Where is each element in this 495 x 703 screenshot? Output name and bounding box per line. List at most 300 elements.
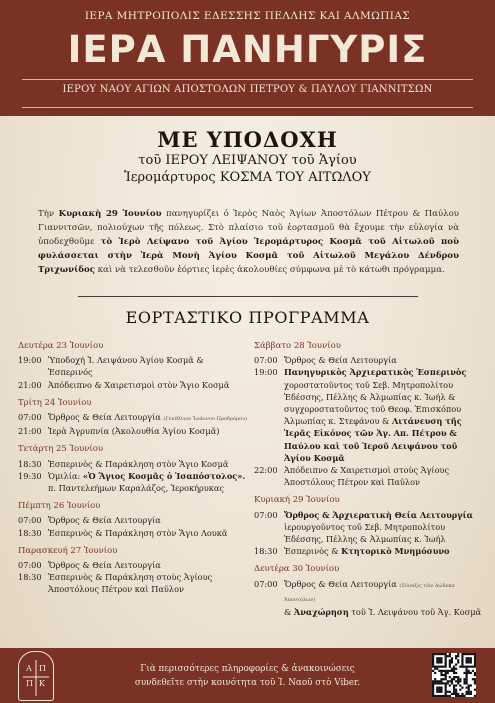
day-heading: Κυριακή 29 Ἰουνίου [254,495,340,506]
qr-module [436,657,438,659]
qr-module [445,691,447,693]
event-time: 07:00 [18,560,42,571]
qr-module [445,684,447,686]
qr-module [436,695,438,697]
qr-module [445,678,447,680]
qr-module [459,695,461,697]
qr-module [438,689,440,691]
qr-module [474,653,476,655]
qr-module [459,689,461,691]
qr-module [447,680,449,682]
event-text: Ὄρθρος & Θεία Λειτουργία [48,412,161,423]
qr-module [468,689,470,691]
event-time: 21:00 [18,426,42,437]
qr-module [468,672,470,674]
header-rule-bottom [22,107,473,108]
qr-module [453,678,455,680]
qr-module [461,687,463,689]
qr-module [440,687,442,689]
qr-module [461,693,463,695]
qr-module [466,691,468,693]
qr-module [432,663,434,665]
qr-module [438,695,440,697]
qr-module [449,666,451,668]
qr-module [432,670,434,672]
qr-module [474,689,476,691]
qr-module [457,678,459,680]
qr-module [453,684,455,686]
qr-module [468,659,470,661]
qr-module [451,693,453,695]
logo-letter: Π [26,679,33,688]
qr-module [434,682,436,684]
sermon-title: «Ὁ Ἅγιος Κοσμᾶς ὁ Ἰσαπόστολος». [82,470,246,481]
schedule-left-column [18,340,250,596]
footer-banner [0,648,495,703]
qr-module [470,659,472,661]
qr-module [438,680,440,682]
qr-module [455,655,457,657]
event-time: 19:00 [18,355,42,366]
reception-heading [0,128,495,186]
qr-module [449,684,451,686]
metropolis-name: ΙΕΡΑ ΜΗΤΡΟΠΟΛΙΣ ΕΔΕΣΣΗΣ ΠΕΛΛΗΣ ΚΑΙ ΑΛΜΩΠΙΑΣ [84,10,411,22]
qr-module [432,695,434,697]
qr-module [461,666,463,668]
qr-module [461,661,463,663]
qr-module [440,659,442,661]
qr-module [438,691,440,693]
event-description: Ἑσπερινὸς & Παράκληση στὸν Ἅγιο Λουκᾶ [48,527,228,538]
day-heading: Τετάρτη 25 Ἰουνίου [18,444,104,455]
viber-qr-code[interactable] [432,653,476,697]
event-time: 07:00 [254,509,278,520]
intro-text: καὶ νὰ τελεσθοῦν ἑόρτιες ἱερὲς ἀκολουθίες σύμφωνα μὲ τὸ κάτωθι πρόγραμμα. [94,265,445,275]
qr-module [474,695,476,697]
qr-module [442,674,444,676]
event-description: Ὑποδοχή Ἱ. Λειψάνου Ἁγίου Κοσμᾶ & Ἑσπερινός [48,355,204,378]
speaker-name: π. Παντελεήμων Καραλάζος, Ἱεροκήρυκας [48,483,225,494]
event-time: 19:00 [254,367,278,378]
schedule-item [18,470,250,494]
qr-module [449,661,451,663]
qr-module [436,659,438,661]
qr-module [466,666,468,668]
qr-module [468,691,470,693]
qr-module [453,687,455,689]
qr-module [434,653,436,655]
qr-module [440,670,442,672]
schedule-item [18,425,250,437]
qr-module [466,682,468,684]
qr-module [453,689,455,691]
logo-letter: Π [39,664,46,673]
qr-module [474,674,476,676]
qr-module [449,691,451,693]
qr-module [472,653,474,655]
qr-module [474,659,476,661]
qr-module [445,695,447,697]
qr-module [434,680,436,682]
qr-module [457,659,459,661]
event-time: 22:00 [254,465,278,476]
qr-module [438,659,440,661]
qr-module [440,695,442,697]
schedule-item [18,571,250,595]
qr-module [457,653,459,655]
qr-module [447,695,449,697]
schedule-item [254,354,482,366]
qr-module [459,666,461,668]
event-text: χοροστατοῦντος τοῦ Σεβ. Μητροπολίτου Ἐδέσσης, Πέλλης & Ἀλμωπίας κ. Ἰωήλ & συγχοροστατοῦντος τοῦ Θεοφ. Ἐπισκόπου Ἀλμωπίας κ. Στεφάνου & [284,379,462,427]
qr-module [468,687,470,689]
qr-module [445,655,447,657]
qr-module [468,653,470,655]
qr-module [445,676,447,678]
event-description [284,509,482,546]
qr-module [463,678,465,680]
qr-module [445,674,447,676]
qr-module [432,682,434,684]
section-divider [78,296,418,297]
qr-module [449,670,451,672]
qr-module [432,687,434,689]
procession-text: Λιτάνευση τῆς Ἱερᾶς Εἰκόνος τῶν Ἁγ. Απ. Πέτρου & Παύλου καὶ τοῦ Ἱεροῦ Λειψάνου τοῦ Ἁγίου Κοσμᾶ [284,416,462,463]
qr-module [432,689,434,691]
qr-module [436,691,438,693]
qr-module [468,684,470,686]
qr-module [445,653,447,655]
qr-module [470,661,472,663]
qr-module [436,666,438,668]
qr-module [449,663,451,665]
qr-module [432,691,434,693]
schedule-item [254,464,482,488]
qr-module [474,657,476,659]
event-description [48,425,250,437]
qr-module [440,666,442,668]
qr-module [457,661,459,663]
qr-module [438,661,440,663]
schedule-item [254,509,482,546]
event-text: Πανηγυρικὸς Ἀρχιερατικὸς Ἑσπερινὸς [284,367,467,378]
qr-module [459,680,461,682]
schedule-item [254,545,482,557]
qr-module [451,661,453,663]
header-banner [0,0,495,116]
qr-module [466,661,468,663]
qr-module [455,672,457,674]
qr-module [455,684,457,686]
event-description: Ἀπόδειπνο & Χαιρετισμοὶ στὸν Ἅγιο Κοσμᾶ [48,379,230,390]
day-heading: Δευτέρα 30 Ἰουνίου [254,564,340,575]
qr-module [466,653,468,655]
qr-module [461,659,463,661]
event-description: Ὄρθρος & Θεία Λειτουργία [48,560,161,571]
schedule-item [18,458,250,470]
qr-module [445,687,447,689]
qr-module [453,666,455,668]
qr-module [474,655,476,657]
qr-module [432,655,434,657]
qr-module [455,689,457,691]
qr-module [432,659,434,661]
schedule-item [18,354,250,378]
qr-module [463,653,465,655]
qr-module [463,666,465,668]
qr-module [453,691,455,693]
qr-module [442,682,444,684]
qr-module [474,663,476,665]
qr-module [474,661,476,663]
qr-module [468,666,470,668]
qr-module [436,689,438,691]
qr-module [440,691,442,693]
qr-module [455,693,457,695]
qr-module [457,680,459,682]
footer-text [0,662,495,690]
qr-module [445,666,447,668]
qr-module [434,695,436,697]
qr-module [445,672,447,674]
qr-module [466,672,468,674]
qr-module [451,678,453,680]
qr-module [461,657,463,659]
qr-module [459,684,461,686]
qr-module [470,684,472,686]
intro-text: Τὴν [38,209,59,219]
qr-module [440,678,442,680]
event-description: Ἀπόδειπνο & Χαιρετισμοὶ στοὺς Ἁγίους Ἀποστόλους Πέτρον καὶ Παῦλον [284,465,450,488]
qr-module [470,666,472,668]
day-heading: Δευτέρα 23 Ἰουνίου [18,341,104,351]
qr-module [461,655,463,657]
event-description [284,545,482,557]
event-description: Ὄρθρος & Θεία Λειτουργία [284,355,397,366]
qr-module [466,687,468,689]
qr-module [453,676,455,678]
qr-module [457,676,459,678]
intro-relic: τὸ Ἱερὸ Λείψανο τοῦ Ἁγίου Ἱερομάρτυρος Κοσμᾶ τοῦ Αἰτωλοῦ ποὺ φυλάσσεται στὴν Ἱερὰ Μονὴ Ἁγίου Κοσμᾶ τοῦ Αἰτωλοῦ Μεγάλου Δένδρου Τριχωνίδος [38,237,459,275]
qr-module [432,693,434,695]
qr-module [453,672,455,674]
qr-module [432,661,434,663]
schedule-item [18,559,250,571]
qr-module [440,653,442,655]
qr-module [449,653,451,655]
qr-module [451,657,453,659]
qr-module [451,668,453,670]
qr-module [455,657,457,659]
reception-line-3: Ἱερομάρτυρος ΚΟΣΜΑ ΤΟΥ ΑΙΤΩΛΟΥ [124,170,371,185]
qr-module [440,672,442,674]
qr-module [436,687,438,689]
footer-line-2: συνδεθεῖτε στὴν κοινότητα τοῦ Ἱ. Ναοῦ στὸ Viber. [134,678,361,688]
event-description: Ἑσπερινὸς & Παράκληση στοὺς Ἁγίους Ἀποστόλους Πέτρον καὶ Παῦλον [48,572,213,595]
qr-module [434,666,436,668]
qr-module [466,676,468,678]
qr-module [440,657,442,659]
qr-module [438,682,440,684]
qr-module [451,682,453,684]
poster-title: ΙΕΡΑ ΠΑΝΗΓΥΡΙΣ [67,28,428,71]
qr-module [457,695,459,697]
qr-module [466,668,468,670]
qr-module [457,655,459,657]
event-note: (Σύναξις τῶν Δώδεκα Ἀποστόλων) [284,582,455,603]
qr-module [463,680,465,682]
event-description [48,470,250,494]
qr-module [466,657,468,659]
qr-module [453,670,455,672]
schedule-item [254,578,482,619]
qr-pattern [432,653,476,697]
event-text: Κτητορικὸ Μνημόσυνο [341,546,450,557]
qr-module [440,689,442,691]
qr-module [466,678,468,680]
schedule-item [18,411,250,425]
event-time: 21:00 [18,379,42,390]
qr-module [459,678,461,680]
qr-module [449,680,451,682]
event-description [284,578,482,619]
qr-module [472,666,474,668]
qr-module [442,666,444,668]
qr-module [447,682,449,684]
logo-letter: Α [26,664,32,673]
qr-module [451,680,453,682]
qr-module [442,653,444,655]
logo-letter: Κ [39,679,45,688]
qr-module [440,682,442,684]
qr-module [472,670,474,672]
qr-module [468,661,470,663]
program-title: ΕΟΡΤΑΣΤΙΚΟ ΠΡΟΓΡΑΜΜΑ [125,308,370,327]
event-text: τοῦ Ἱ. Λειψάνου τοῦ Ἁγ. Κοσμᾶ [348,607,482,618]
qr-module [438,653,440,655]
qr-module [449,676,451,678]
qr-module [466,659,468,661]
qr-module [442,695,444,697]
event-text: (Ἀκολουθία Ἁγίου Κοσμᾶ) [111,426,220,437]
event-time: 07:00 [18,412,42,423]
event-time: 18:30 [18,572,42,583]
qr-module [445,693,447,695]
qr-module [463,672,465,674]
qr-module [451,659,453,661]
qr-module [438,670,440,672]
qr-module [474,672,476,674]
qr-module [442,670,444,672]
event-text: Ὄρθρος & Θεία Λειτουργία [284,578,397,589]
qr-module [447,670,449,672]
qr-module [463,682,465,684]
qr-module [470,672,472,674]
intro-paragraph [38,207,459,277]
day-heading: Τρίτη 24 Ἰουνίου [18,397,92,408]
qr-module [436,661,438,663]
event-text: & [284,607,294,618]
qr-module [455,668,457,670]
qr-module [445,661,447,663]
event-time: 07:00 [254,578,278,589]
qr-module [474,680,476,682]
event-time: 18:30 [18,458,42,469]
event-description: Ὄρθρος & Θεία Λειτουργία [48,515,161,526]
day-heading: Σάββατο 28 Ἰουνίου [254,341,341,351]
qr-module [468,657,470,659]
qr-module [455,695,457,697]
qr-module [436,680,438,682]
qr-module [466,693,468,695]
qr-module [455,676,457,678]
schedule-item [254,366,482,464]
qr-module [445,670,447,672]
qr-module [453,693,455,695]
qr-module [455,680,457,682]
footer-line-1: Γιὰ περισσότερες πληροφορίες & ἀνακοινώσεις [140,664,355,674]
schedule-right-column [254,340,482,618]
event-text: Ὄρθρος & Ἀρχιερατικὴ Θεία Λειτουργία [284,509,473,520]
qr-module [455,691,457,693]
qr-module [449,655,451,657]
qr-module [474,666,476,668]
qr-module [449,695,451,697]
qr-module [447,655,449,657]
qr-module [432,666,434,668]
qr-module [436,682,438,684]
qr-module [461,663,463,665]
qr-module [457,693,459,695]
event-time: 07:00 [18,515,42,526]
qr-module [447,691,449,693]
event-time: 18:30 [254,546,278,557]
qr-module [474,682,476,684]
qr-module [436,668,438,670]
qr-module [461,695,463,697]
event-text: Ὁμιλία: [48,470,83,481]
intro-date: Κυριακὴ 29 Ἰουνίου [58,209,162,219]
qr-module [434,678,436,680]
qr-module [434,668,436,670]
qr-module [451,670,453,672]
qr-module [463,695,465,697]
qr-module [470,657,472,659]
schedule-item [18,527,250,539]
qr-module [470,691,472,693]
qr-module [461,653,463,655]
event-time: 07:00 [254,355,278,366]
qr-module [440,661,442,663]
qr-module [449,659,451,661]
qr-module [445,689,447,691]
event-note: (Γενέθλιον Ἰωάννου Προδρόμου) [163,416,248,423]
qr-module [466,670,468,672]
qr-module [432,680,434,682]
qr-module [466,680,468,682]
qr-module [468,670,470,672]
event-text: Ἑσπερινὸς & [284,546,342,557]
qr-module [445,659,447,661]
schedule-item [18,379,250,391]
event-description: Ἑσπερινὸς & Παράκληση στὸν Ἅγιο Κοσμᾶ [48,458,229,469]
intro-text: πανηγυρίζει ὁ Ἱερὸς Ναὸς Ἁγίων Ἀποστόλων Πέτρου & Παύλου Γιαννιτσῶν, πολιούχων τῆς πόλεως. Στὸ πλαίσιο τοῦ ἑορτασμοῦ θὰ ἔχουμε τὴν εὐλογία νὰ ὑποδεχθοῦμε [38,209,459,247]
qr-module [470,693,472,695]
church-name: ΙΕΡΟΥ ΝΑΟΥ ΑΓΙΩΝ ΑΠΟΣΤΟΛΩΝ ΠΕΤΡΟΥ & ΠΑΥΛΟΥ ΓΙΑΝΝΙΤΣΩΝ [62,84,433,95]
qr-module [438,657,440,659]
qr-module [440,674,442,676]
qr-module [453,668,455,670]
